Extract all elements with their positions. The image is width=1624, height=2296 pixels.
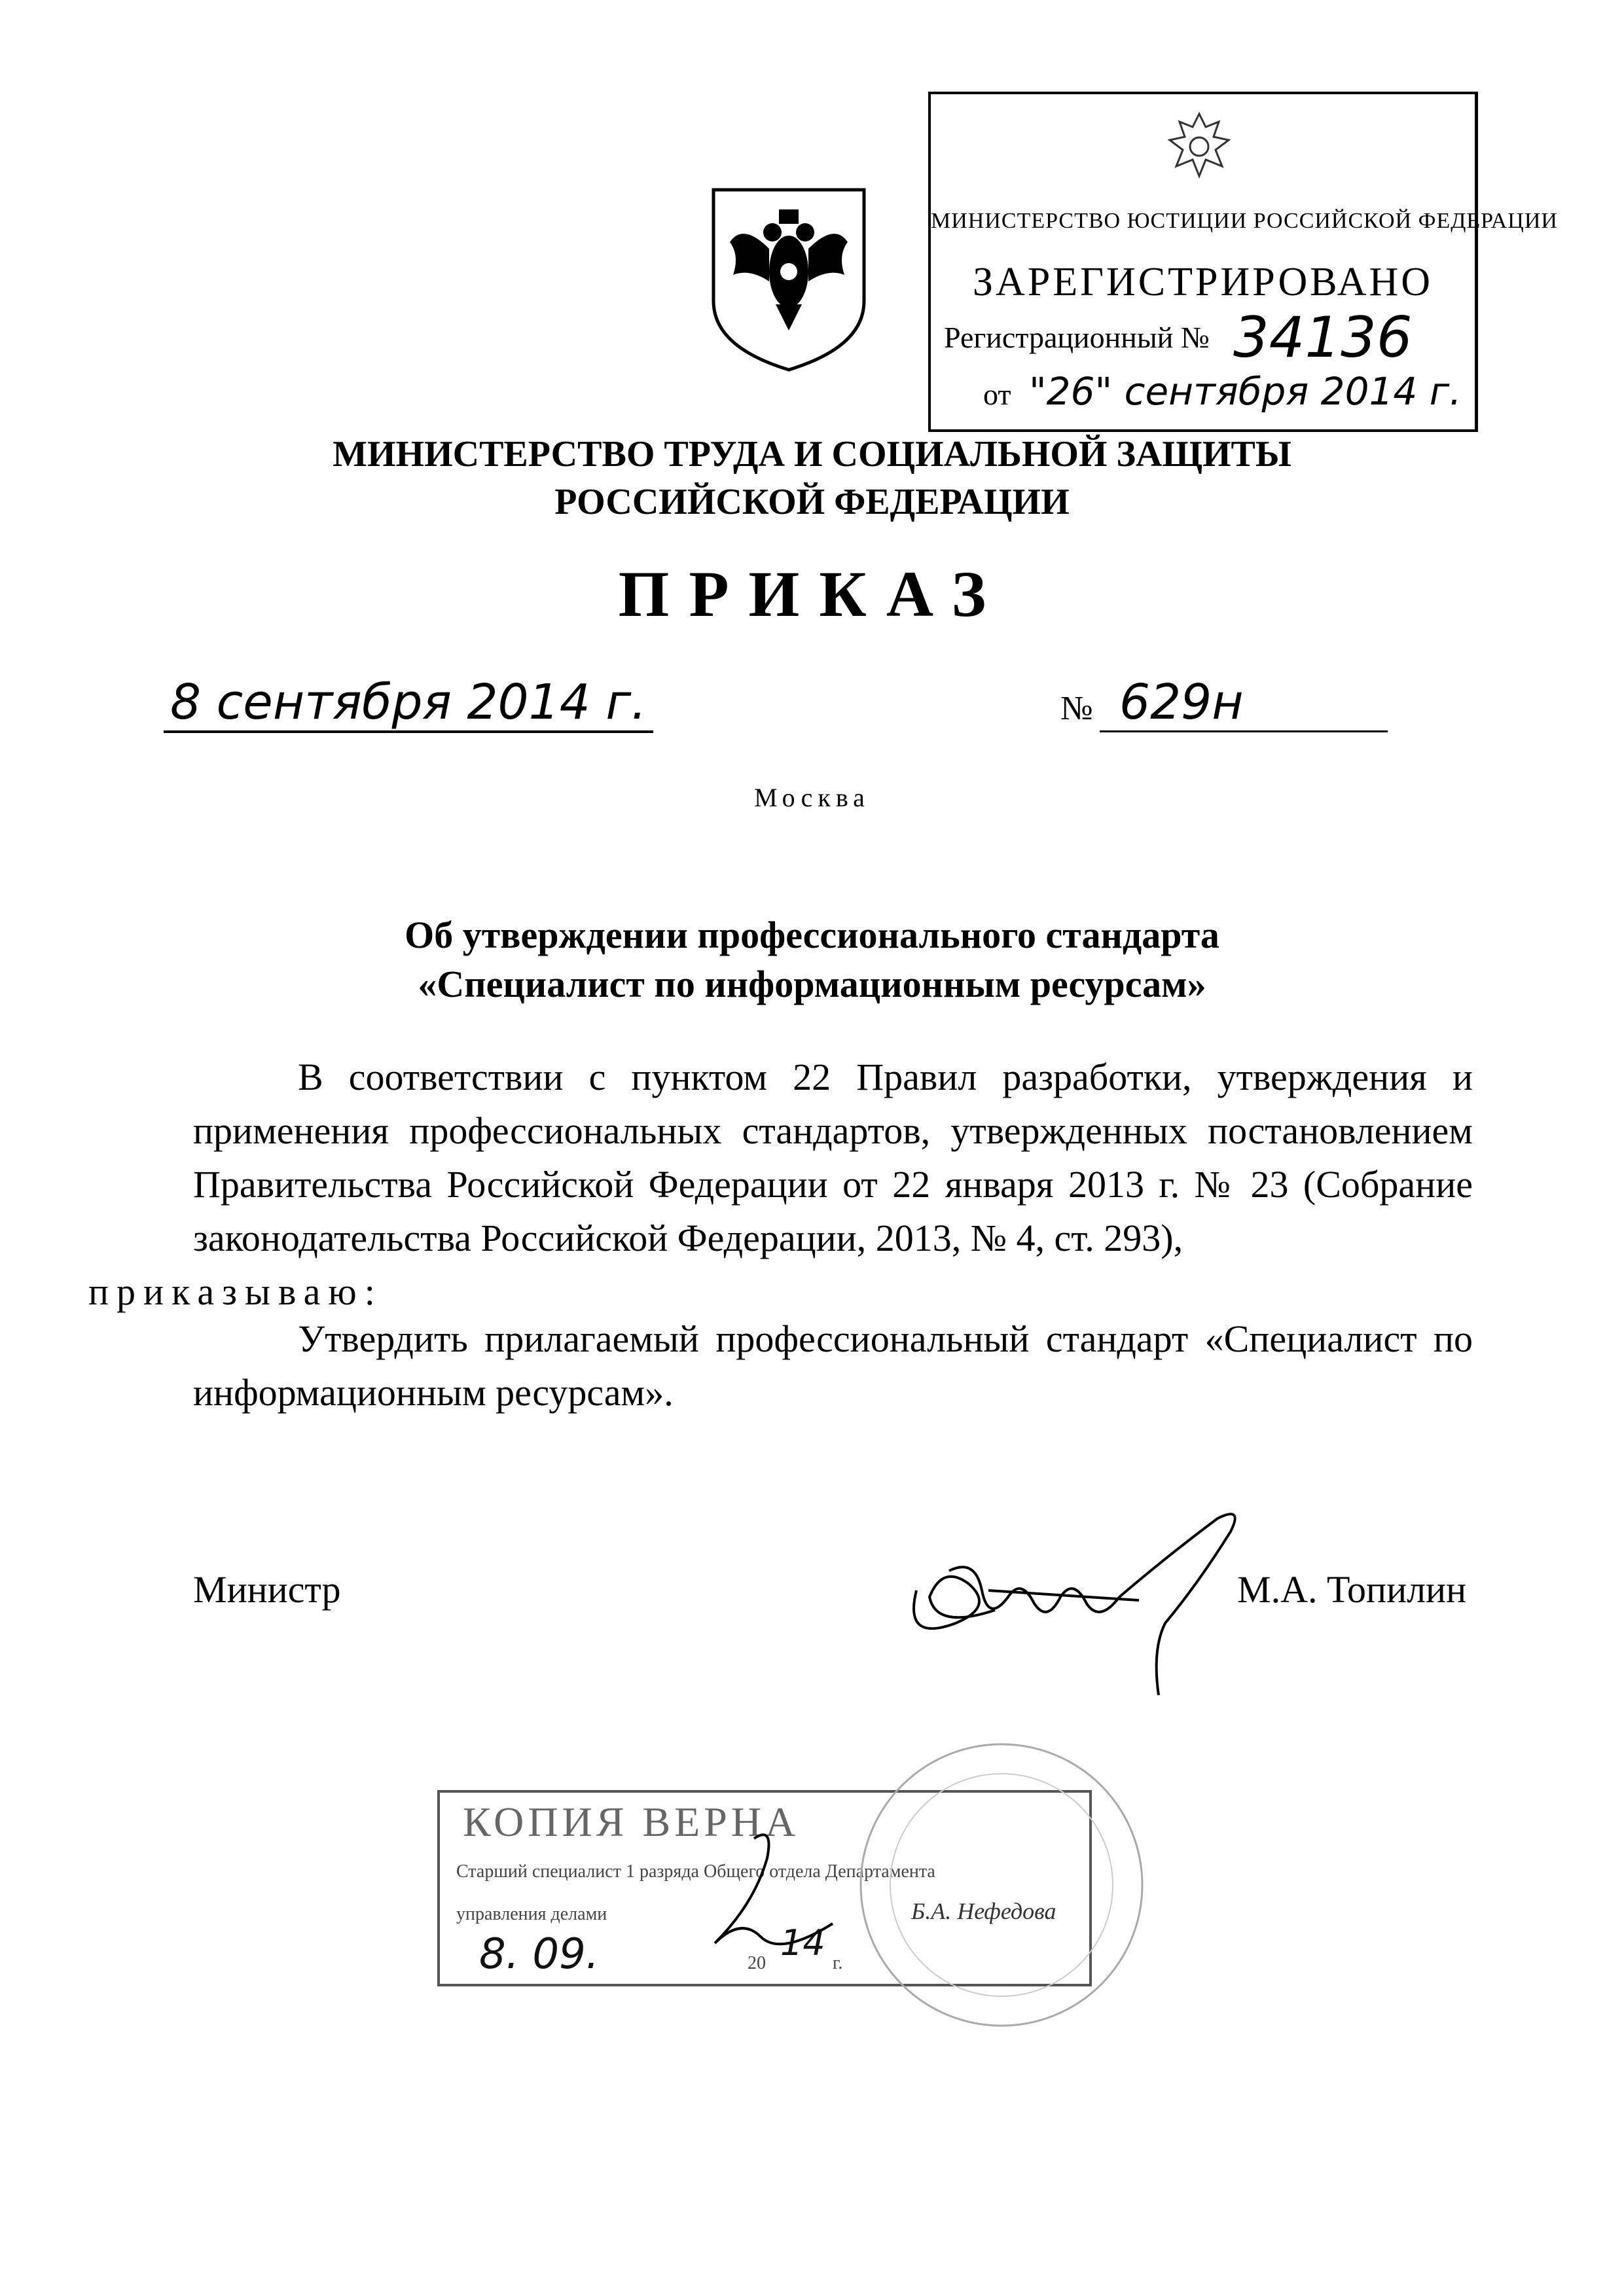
copy-stamp-department: управления делами: [456, 1904, 607, 1924]
signer-position: Министр: [193, 1568, 341, 1611]
copy-stamp-date: 8. 09.: [479, 1930, 600, 1979]
city: Москва: [754, 783, 870, 812]
stamp-date: "26" сентября 2014 г.: [1029, 369, 1462, 414]
copy-stamp-signature: [676, 1832, 846, 1976]
coat-of-arms-icon: [704, 183, 874, 373]
stamp-number: 34136: [1233, 305, 1413, 370]
stamp-ministry-line: МИНИСТЕРСТВО ЮСТИЦИИ РОССИЙСКОЙ ФЕДЕРАЦИИ: [931, 209, 1558, 233]
document-type: ПРИКАЗ: [618, 558, 1006, 630]
emblem-stamp-icon: [1153, 107, 1245, 192]
body-paragraph-1: [88, 1050, 1473, 1319]
copy-stamp-position: Старший специалист 1 разряда Общего отдела Департамента: [456, 1861, 935, 1882]
order-title-line2: «Специалист по информационным ресурсам»: [418, 963, 1206, 1005]
copy-stamp-year-prefix: 20: [748, 1953, 766, 1973]
copy-stamp-signer: Б.А. Нефедова: [911, 1898, 1056, 1924]
order-date: 8 сентября 2014 г.: [164, 674, 653, 733]
copy-stamp-year: 14: [780, 1922, 825, 1964]
order-number: 629н: [1100, 674, 1388, 732]
signer-name: М.А. Топилин: [1237, 1568, 1467, 1611]
registration-stamp: [928, 92, 1558, 432]
stamp-status: ЗАРЕГИСТРИРОВАНО: [972, 260, 1434, 304]
body-paragraph-2: Утвердить прилагаемый профессиональный стандарт «Специалист по информационным ресурсам».: [193, 1318, 1473, 1414]
paragraph-1-end: приказываю:: [88, 1270, 383, 1313]
round-seal-icon: [851, 1734, 1152, 2036]
stamp-number-label: Регистрационный №: [944, 321, 1210, 354]
copy-stamp-title: КОПИЯ ВЕРНА: [463, 1799, 800, 1845]
ministry-name-line2: РОССИЙСКОЙ ФЕДЕРАЦИИ: [554, 482, 1070, 522]
order-number-label: №: [1060, 690, 1093, 727]
ministry-name-line1: МИНИСТЕРСТВО ТРУДА И СОЦИАЛЬНОЙ ЗАЩИТЫ: [333, 434, 1291, 475]
paragraph-1-text: В соответствии с пунктом 22 Правил разработки, утверждения и применения профессиональных стандартов, утвержденных постановлением Правительства Российской Федерации от 22 января 2013 г. № 23 (Собрание законодательства Российской Федерации, 2013, № 4, ст. 293),: [193, 1056, 1473, 1259]
copy-stamp-year-suffix: г.: [833, 1953, 843, 1973]
handwritten-signature: [890, 1492, 1283, 1702]
order-title-line1: Об утверждении профессионального стандарта: [405, 914, 1219, 956]
stamp-date-label: от: [983, 378, 1011, 411]
